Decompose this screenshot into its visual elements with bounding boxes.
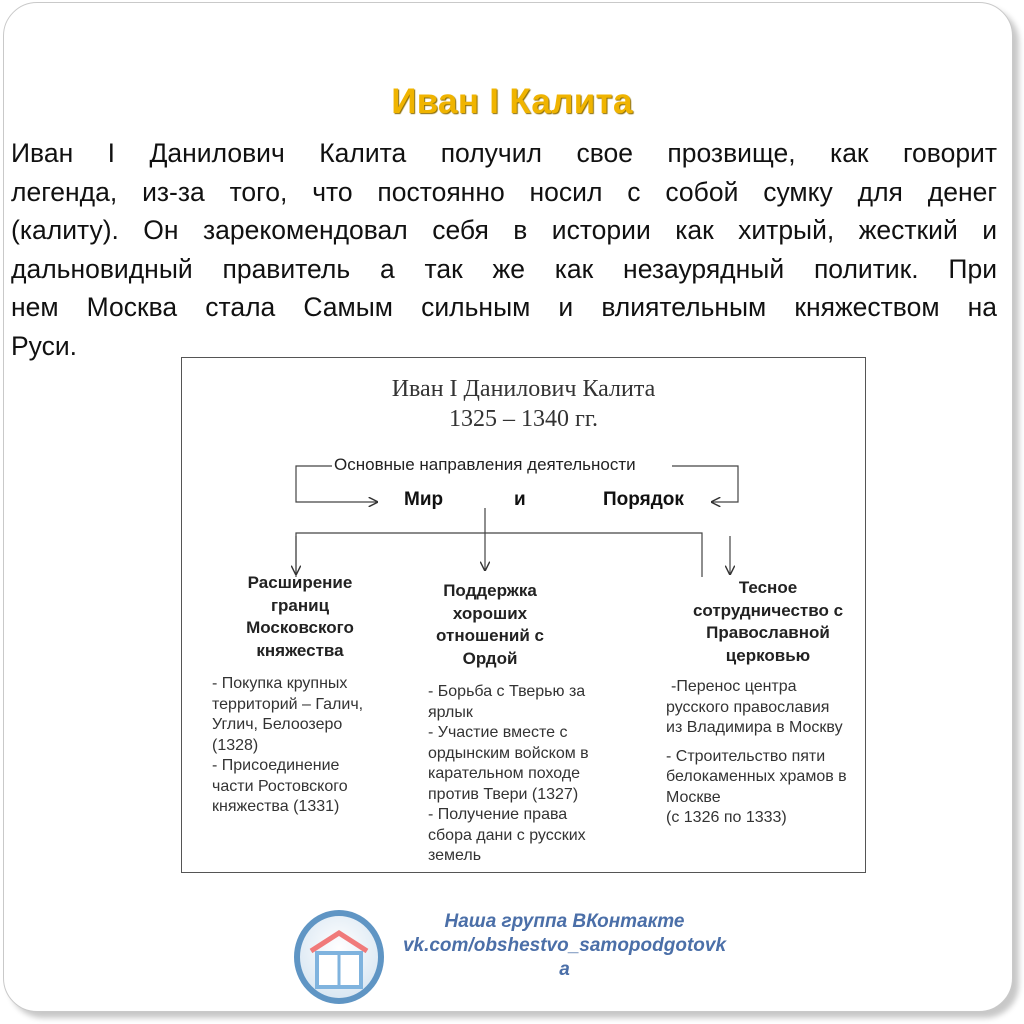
- heading-line: княжества: [256, 640, 344, 660]
- activity-scheme: [181, 357, 866, 873]
- list-item: [666, 739, 847, 747]
- list-item: Углич, Белоозеро: [212, 716, 343, 733]
- list-item: ярлык: [428, 703, 473, 721]
- order-label: Порядок: [603, 489, 684, 510]
- list-item: из Владимира в Москву: [666, 719, 843, 736]
- footer-line-3: a: [559, 959, 570, 980]
- book-logo-icon: [291, 909, 387, 1005]
- list-item: - Получение права: [428, 806, 568, 823]
- list-item: (с 1326 по 1333): [666, 809, 787, 826]
- directions-label: Основные направления деятельности: [334, 455, 636, 474]
- intro-line: (калиту). Он зарекомендовал себя в истории как хитрый, жесткий и: [11, 215, 997, 245]
- column-3-items: [666, 677, 847, 829]
- ruler-name: Иван I Данилович Калита: [391, 376, 656, 402]
- heading-line: Расширение: [247, 573, 353, 592]
- column-1-items: [212, 674, 363, 818]
- scheme-ruler-title: [182, 374, 865, 434]
- list-item: территорий – Галич,: [212, 695, 364, 713]
- heading-line: Православной: [706, 623, 830, 642]
- list-item: -Перенос центра: [671, 678, 797, 695]
- list-item: Москве: [666, 788, 721, 806]
- intro-line: дальновидный правитель а так же как незаурядный политик. При: [11, 253, 997, 284]
- list-item: - Покупка крупных: [212, 675, 348, 692]
- and-label: и: [514, 489, 526, 510]
- heading-line: Ордой: [462, 648, 518, 668]
- list-item: - Присоединение: [212, 757, 340, 774]
- heading-line: Поддержка: [443, 581, 537, 600]
- column-1-heading: [227, 572, 373, 662]
- heading-line: церковью: [725, 645, 811, 665]
- vk-group-link[interactable]: [387, 910, 742, 982]
- list-item: - Участие вместе с: [428, 724, 568, 741]
- heading-line: сотрудничество с: [692, 600, 844, 620]
- list-item: земель: [428, 847, 482, 864]
- column-3-heading: [668, 577, 868, 667]
- list-item: (1328): [212, 736, 259, 754]
- list-item: против Твери (1327): [428, 785, 579, 803]
- intro-line: Руси.: [11, 330, 78, 361]
- heading-line: хороших: [452, 603, 528, 623]
- heading-line: Тесное: [738, 578, 798, 597]
- intro-paragraph: [11, 134, 997, 365]
- column-2-heading: [422, 580, 558, 670]
- list-item: карательном походе: [428, 765, 581, 782]
- ruler-years: 1325 – 1340 гг.: [449, 406, 598, 432]
- heading-line: границ: [270, 595, 330, 615]
- list-item: белокаменных храмов в: [666, 768, 847, 785]
- list-item: сбора дани с русских: [428, 826, 586, 844]
- list-item: русского православия: [666, 698, 830, 716]
- intro-line: нем Москва стала Самым сильным и влиятельным княжеством на: [11, 292, 997, 322]
- list-item: ордынским войском в: [428, 744, 589, 762]
- slide-title: Иван I Калита: [391, 82, 633, 121]
- heading-line: отношений с: [436, 626, 544, 645]
- footer-line-1: Наша группа ВКонтакте: [444, 911, 685, 932]
- list-item: - Борьба с Тверью за: [428, 683, 586, 700]
- column-2-items: [428, 682, 589, 867]
- peace-label: Мир: [404, 489, 444, 510]
- list-item: - Строительство пяти: [666, 747, 826, 765]
- branch-line: [296, 533, 702, 577]
- intro-line: Иван I Данилович Калита получил свое прозвище, как говорит: [11, 138, 997, 168]
- list-item: княжества (1331): [212, 798, 340, 815]
- heading-line: Московского: [246, 618, 354, 637]
- intro-line: легенда, из-за того, что постоянно носил с собой сумку для денег: [11, 176, 997, 207]
- footer-line-2: vk.com/obshestvo_samopodgotovk: [402, 935, 727, 956]
- list-item: части Ростовского: [212, 777, 348, 795]
